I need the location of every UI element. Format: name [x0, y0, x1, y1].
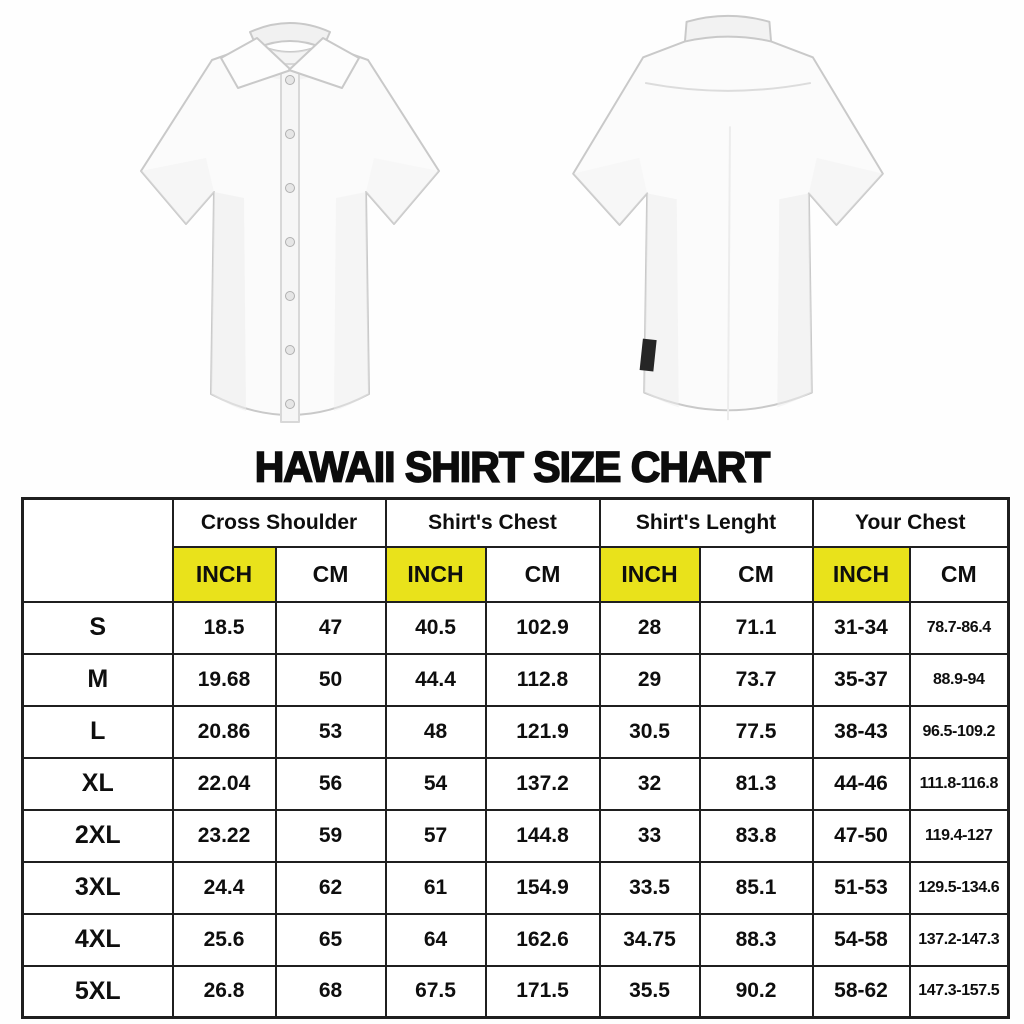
cell-value: 34.75: [600, 914, 700, 966]
cell-value: 73.7: [700, 654, 813, 706]
cell-value: 35.5: [600, 966, 700, 1018]
cell-value: 162.6: [486, 914, 600, 966]
cell-value: 20.86: [173, 706, 276, 758]
cell-value: 90.2: [700, 966, 813, 1018]
group-header-row: [23, 499, 1009, 547]
cell-value: 48: [386, 706, 486, 758]
cell-value: 78.7-86.4: [910, 602, 1009, 654]
cell-value: 65: [276, 914, 386, 966]
group-header-shirts-lenght: Shirt's Lenght: [600, 499, 813, 547]
cell-value: 47: [276, 602, 386, 654]
cell-value: 64: [386, 914, 486, 966]
cell-value: 19.68: [173, 654, 276, 706]
size-row-s: [23, 602, 1009, 654]
cell-value: 26.8: [173, 966, 276, 1018]
unit-header-cm: CM: [486, 547, 600, 602]
cell-value: 47-50: [813, 810, 910, 862]
cell-value: 137.2-147.3: [910, 914, 1009, 966]
size-row-xl: [23, 758, 1009, 810]
cell-value: 144.8: [486, 810, 600, 862]
unit-header-inch: INCH: [386, 547, 486, 602]
cell-value: 77.5: [700, 706, 813, 758]
cell-value: 83.8: [700, 810, 813, 862]
unit-header-inch: INCH: [600, 547, 700, 602]
cell-value: 137.2: [486, 758, 600, 810]
unit-header-inch: INCH: [813, 547, 910, 602]
cell-value: 51-53: [813, 862, 910, 914]
cell-value: 33.5: [600, 862, 700, 914]
size-label: XL: [23, 758, 173, 810]
cell-value: 102.9: [486, 602, 600, 654]
cell-value: 154.9: [486, 862, 600, 914]
cell-value: 28: [600, 602, 700, 654]
cell-value: 57: [386, 810, 486, 862]
shirt-front-image: [106, 8, 474, 438]
cell-value: 58-62: [813, 966, 910, 1018]
corner-cell: [23, 499, 173, 602]
shirt-images: [0, 8, 1024, 446]
cell-value: 54: [386, 758, 486, 810]
cell-value: 81.3: [700, 758, 813, 810]
cell-value: 112.8: [486, 654, 600, 706]
size-label: 4XL: [23, 914, 173, 966]
cell-value: 129.5-134.6: [910, 862, 1009, 914]
group-header-shirts-chest: Shirt's Chest: [386, 499, 600, 547]
size-row-5xl: [23, 966, 1009, 1018]
size-label: 2XL: [23, 810, 173, 862]
cell-value: 29: [600, 654, 700, 706]
cell-value: 88.9-94: [910, 654, 1009, 706]
cell-value: 35-37: [813, 654, 910, 706]
cell-value: 30.5: [600, 706, 700, 758]
group-header-cross-shoulder: Cross Shoulder: [173, 499, 386, 547]
cell-value: 31-34: [813, 602, 910, 654]
cell-value: 61: [386, 862, 486, 914]
size-row-3xl: [23, 862, 1009, 914]
size-row-2xl: [23, 810, 1009, 862]
unit-header-cm: CM: [700, 547, 813, 602]
size-row-m: [23, 654, 1009, 706]
size-label: 3XL: [23, 862, 173, 914]
cell-value: 24.4: [173, 862, 276, 914]
size-label: M: [23, 654, 173, 706]
cell-value: 44-46: [813, 758, 910, 810]
cell-value: 32: [600, 758, 700, 810]
cell-value: 67.5: [386, 966, 486, 1018]
shirt-back-image: [538, 8, 918, 432]
cell-value: 111.8-116.8: [910, 758, 1009, 810]
cell-value: 121.9: [486, 706, 600, 758]
size-label: S: [23, 602, 173, 654]
size-label: 5XL: [23, 966, 173, 1018]
cell-value: 62: [276, 862, 386, 914]
cell-value: 44.4: [386, 654, 486, 706]
size-label: L: [23, 706, 173, 758]
cell-value: 68: [276, 966, 386, 1018]
unit-header-inch: INCH: [173, 547, 276, 602]
cell-value: 22.04: [173, 758, 276, 810]
cell-value: 53: [276, 706, 386, 758]
cell-value: 50: [276, 654, 386, 706]
cell-value: 96.5-109.2: [910, 706, 1009, 758]
cell-value: 33: [600, 810, 700, 862]
group-header-your-chest: Your Chest: [813, 499, 1009, 547]
unit-header-cm: CM: [276, 547, 386, 602]
size-table: [21, 497, 1010, 1019]
cell-value: 18.5: [173, 602, 276, 654]
cell-value: 147.3-157.5: [910, 966, 1009, 1018]
cell-value: 88.3: [700, 914, 813, 966]
cell-value: 56: [276, 758, 386, 810]
cell-value: 171.5: [486, 966, 600, 1018]
cell-value: 59: [276, 810, 386, 862]
cell-value: 85.1: [700, 862, 813, 914]
cell-value: 25.6: [173, 914, 276, 966]
cell-value: 23.22: [173, 810, 276, 862]
cell-value: 40.5: [386, 602, 486, 654]
unit-header-cm: CM: [910, 547, 1009, 602]
cell-value: 119.4-127: [910, 810, 1009, 862]
cell-value: 54-58: [813, 914, 910, 966]
chart-title: HAWAII SHIRT SIZE CHART: [254, 443, 770, 491]
cell-value: 71.1: [700, 602, 813, 654]
size-row-l: [23, 706, 1009, 758]
cell-value: 38-43: [813, 706, 910, 758]
size-row-4xl: [23, 914, 1009, 966]
